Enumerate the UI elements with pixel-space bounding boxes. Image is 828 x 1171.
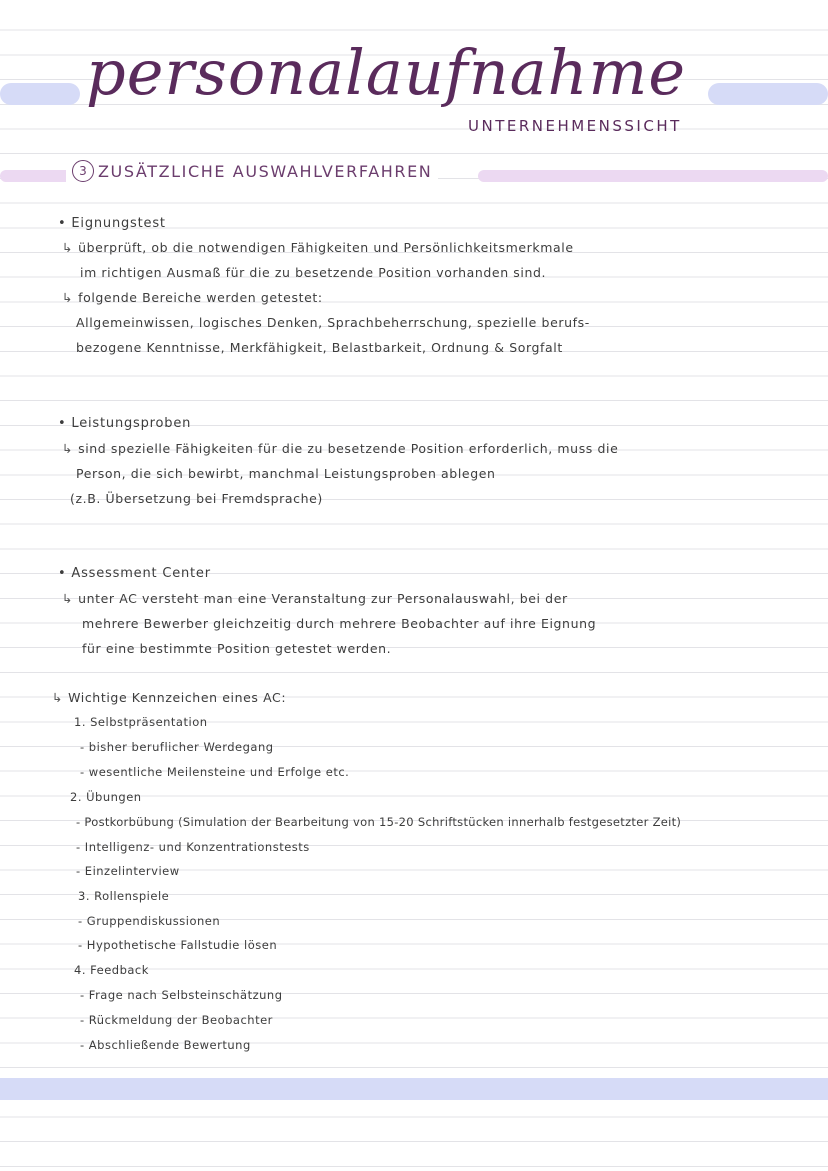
arrow-icon: ↳ <box>62 240 74 255</box>
heading-eignungstest: • Eignungstest <box>58 216 166 231</box>
text-line: bezogene Kenntnisse, Merkfähigkeit, Belastbarkeit, Ordnung & Sorgfalt <box>76 340 563 355</box>
arrow-icon: ↳ <box>62 591 74 606</box>
list-item: - Intelligenz- und Konzentrationstests <box>76 840 310 854</box>
header-band-right <box>708 83 828 105</box>
section-title: ZUSÄTZLICHE AUSWAHLVERFAHREN <box>98 161 433 181</box>
list-item: 4. Feedback <box>74 963 149 977</box>
list-item: 3. Rollenspiele <box>78 889 170 903</box>
text-line: ↳ unter AC versteht man eine Veranstaltung zur Personalauswahl, bei der <box>62 591 568 606</box>
page-title: personalaufnahme <box>86 36 687 109</box>
list-item: - Rückmeldung der Beobachter <box>80 1013 273 1027</box>
text-line: Allgemeinwissen, logisches Denken, Sprachbeherrschung, spezielle berufs- <box>76 315 590 330</box>
arrow-icon: ↳ <box>62 441 74 456</box>
text-line: (z.B. Übersetzung bei Fremdsprache) <box>70 491 323 506</box>
arrow-icon: ↳ <box>52 690 64 705</box>
section-heading <box>66 160 438 182</box>
list-item: - Einzelinterview <box>76 864 180 878</box>
text-line: ↳ überprüft, ob die notwendigen Fähigkeiten und Persönlichkeitsmerkmale <box>62 240 574 255</box>
list-item: 2. Übungen <box>70 790 142 804</box>
heading-kennzeichen: ↳ Wichtige Kennzeichen eines AC: <box>52 690 287 705</box>
list-item: - Frage nach Selbsteinschätzung <box>80 988 283 1002</box>
list-item: - Gruppendiskussionen <box>78 914 221 928</box>
list-item: - Hypothetische Fallstudie lösen <box>78 938 278 952</box>
list-item: 1. Selbstpräsentation <box>74 715 208 729</box>
text-line: im richtigen Ausmaß für die zu besetzende Position vorhanden sind. <box>80 265 547 280</box>
heading-assessment-center: • Assessment Center <box>58 566 211 581</box>
list-item: - bisher beruflicher Werdegang <box>80 740 274 754</box>
text-line: Person, die sich bewirbt, manchmal Leistungsproben ablegen <box>76 466 496 481</box>
list-item: - Postkorbübung (Simulation der Bearbeitung von 15-20 Schriftstücken innerhalb festgesetzter Zeit) <box>76 815 682 829</box>
text-line: mehrere Bewerber gleichzeitig durch mehrere Beobachter auf ihre Eignung <box>82 616 597 631</box>
section-number: 3 <box>72 160 94 182</box>
heading-leistungsproben: • Leistungsproben <box>58 416 192 431</box>
arrow-icon: ↳ <box>62 290 74 305</box>
text-line: ↳ sind spezielle Fähigkeiten für die zu besetzende Position erforderlich, muss die <box>62 441 619 456</box>
text-line: ↳ folgende Bereiche werden getestet: <box>62 290 323 305</box>
page-subtitle: UNTERNEHMENSSICHT <box>468 117 682 135</box>
header-band-left <box>0 83 80 105</box>
list-item: - wesentliche Meilensteine und Erfolge etc. <box>80 765 350 779</box>
list-item: - Abschließende Bewertung <box>80 1038 251 1052</box>
footer-band <box>0 1078 828 1100</box>
text-line: für eine bestimmte Position getestet werden. <box>82 641 392 656</box>
